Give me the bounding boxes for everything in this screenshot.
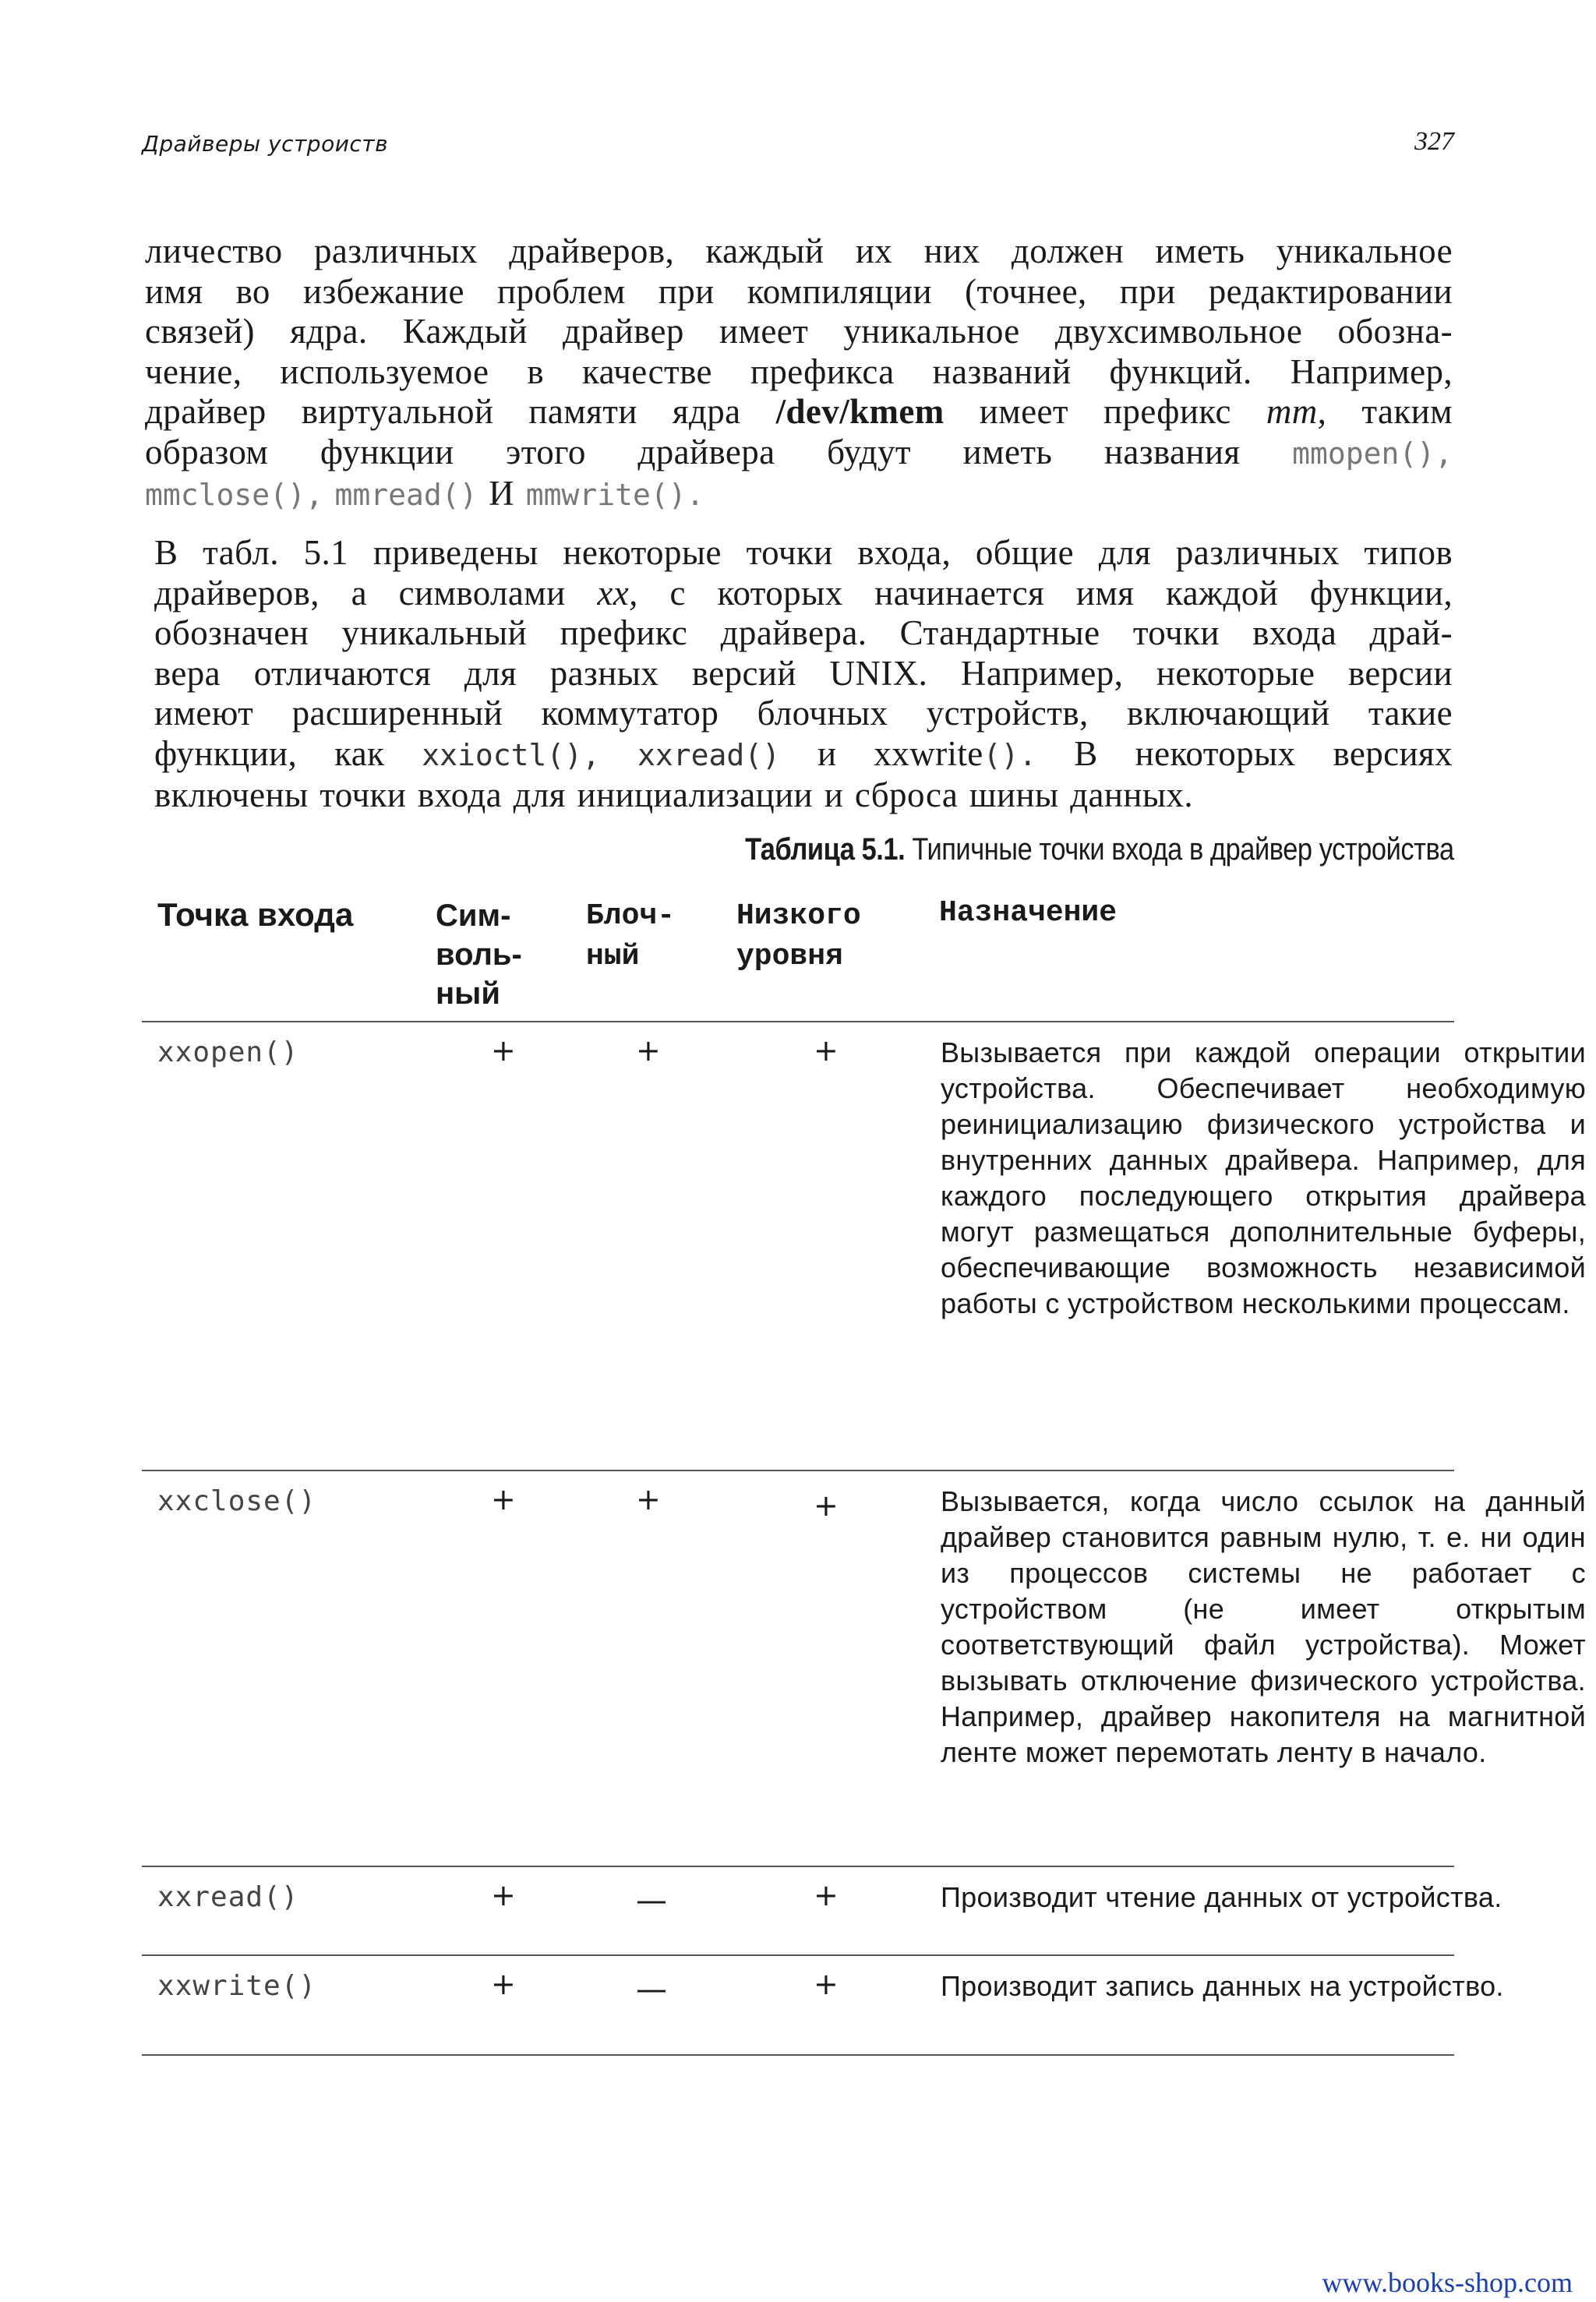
low-level-mark: + <box>814 1878 839 1912</box>
paragraph-1-line: личество различных драйверов, каждый их них должен иметь уникальное <box>145 231 1453 270</box>
prefix-mm: mm, <box>1266 392 1327 431</box>
header-block: Блоч-ный <box>586 899 676 973</box>
text: драйвер виртуальной памяти ядра <box>145 392 741 431</box>
kmem-path: /dev/kmem <box>775 392 945 431</box>
low-level-mark: + <box>814 1967 839 2001</box>
page-number: 327 <box>1414 127 1454 156</box>
text: образом функции этого драйвера будут иметь названия <box>145 432 1241 471</box>
char-mark: + <box>491 1878 516 1912</box>
paragraph-1-line: связей) ядра. Каждый драйвер имеет уникальное двухсимвольное обозна- <box>145 312 1453 351</box>
char-mark: + <box>491 1967 516 2001</box>
table-row <box>142 1956 1504 2056</box>
paragraph-1-line <box>145 392 1453 433</box>
prefix-xx: xx, <box>597 573 638 613</box>
table-caption <box>745 832 1454 867</box>
text <box>817 734 1036 773</box>
code-mmopen: mmopen(), <box>1292 436 1453 471</box>
site-link[interactable]: www.books-shop.com <box>1322 2267 1573 2298</box>
paragraph-2-line <box>145 734 1453 776</box>
paragraph-2-line: вера отличаются для разных версий UNIX. Например, некоторые версии <box>154 653 1453 693</box>
header-low-level: Низкого уровня <box>736 899 861 973</box>
table-header <box>142 896 1454 1022</box>
purpose-text: Вызывается, когда число ссылок на данный драйвер становится равным нулю, т. е. ни один из процессов системы не работает с устройством (не имеет открытым соответствующий файл устройства). Может вызывать отключение физического устройства. Например, драйвер накопителя на магнитной ленте может перемотать ленту в начало. <box>941 1485 1586 1768</box>
paragraph-2-line: В табл. 5.1 приведены некоторые точки входа, общие для различных типов <box>154 533 1453 572</box>
text: таким <box>1361 392 1453 431</box>
text: функции, как <box>154 733 385 773</box>
paragraph-2-line <box>145 574 1453 614</box>
paragraph-1 <box>145 231 1453 516</box>
code-mmwrite: mmwrite(). <box>525 478 704 512</box>
low-level-mark: + <box>814 1488 839 1523</box>
text: И <box>489 474 515 513</box>
code-mmclose: mmclose(), <box>145 478 323 512</box>
running-title: Драйверы устроиств <box>142 131 389 157</box>
table-caption-number: Таблица 5.1. <box>745 832 906 867</box>
paragraph-1-line: имя во избежание проблем при компиляции (точнее, при редактировании <box>145 271 1453 311</box>
text: и xxwrite <box>817 733 983 773</box>
table-row <box>142 1867 1502 1956</box>
purpose-text: Производит запись данных на устройство. <box>941 1970 1504 2002</box>
code-xxioctl: xxioctl(), <box>422 737 601 772</box>
paragraph-2-line: имеют расширенный коммутатор блочных устройств, включающий такие <box>154 694 1453 733</box>
text: имеет префикс <box>979 392 1231 431</box>
entry-points-table <box>142 896 1586 2056</box>
code-xxread: xxread() <box>637 737 781 772</box>
table-row <box>142 1471 1586 1867</box>
low-level-mark: + <box>814 1033 839 1068</box>
block-mark: + <box>636 1033 661 1068</box>
purpose-text: Производит чтение данных от устройства. <box>941 1881 1502 1913</box>
entry-name: xxread() <box>157 1881 299 1913</box>
entry-name: xxclose() <box>157 1485 317 1517</box>
code-mmread: mmread() <box>334 478 478 512</box>
text: В некоторых версиях <box>1074 733 1453 773</box>
char-mark: + <box>491 1482 516 1516</box>
table-row <box>142 1022 1586 1471</box>
block-mark: — <box>636 1883 667 1919</box>
header-character: Сим-воль-ный <box>436 899 522 1011</box>
paragraph-1-line <box>145 433 1453 475</box>
header-entry-point: Точка входа <box>157 896 354 933</box>
block-mark: — <box>636 1972 667 2007</box>
paragraph-2 <box>145 533 1453 816</box>
text: драйверов, а символами <box>154 573 566 613</box>
entry-name: xxopen() <box>157 1036 299 1068</box>
block-mark: + <box>636 1482 661 1516</box>
paragraph-1-line <box>145 474 1453 516</box>
paragraph-2-line: обозначен уникальный префикс драйвера. Стандартные точки входа драй- <box>154 613 1453 652</box>
paragraph-2-line: включены точки входа для инициализации и сброса шины данных. <box>154 775 1194 814</box>
purpose-text: Вызывается при каждой операции открытии устройства. Обеспечивает необходимую реинициализацию физического устройства и внутренних данных драйвера. Например, для каждого последующего открытия драйвера могут размещаться дополнительные буферы, обеспечивающие возможность независимой работы с устройством несколькими процессам. <box>941 1036 1586 1319</box>
entry-name: xxwrite() <box>157 1970 317 2002</box>
code-parens: (). <box>983 737 1037 772</box>
header-purpose: Назначение <box>939 896 1118 930</box>
paragraph-1-line: чение, используемое в качестве префикса названий функций. Например, <box>145 351 1453 391</box>
char-mark: + <box>491 1033 516 1068</box>
text: с которых начинается имя каждой функции, <box>669 573 1453 613</box>
table-caption-text: Типичные точки входа в драйвер устройства <box>912 832 1454 867</box>
